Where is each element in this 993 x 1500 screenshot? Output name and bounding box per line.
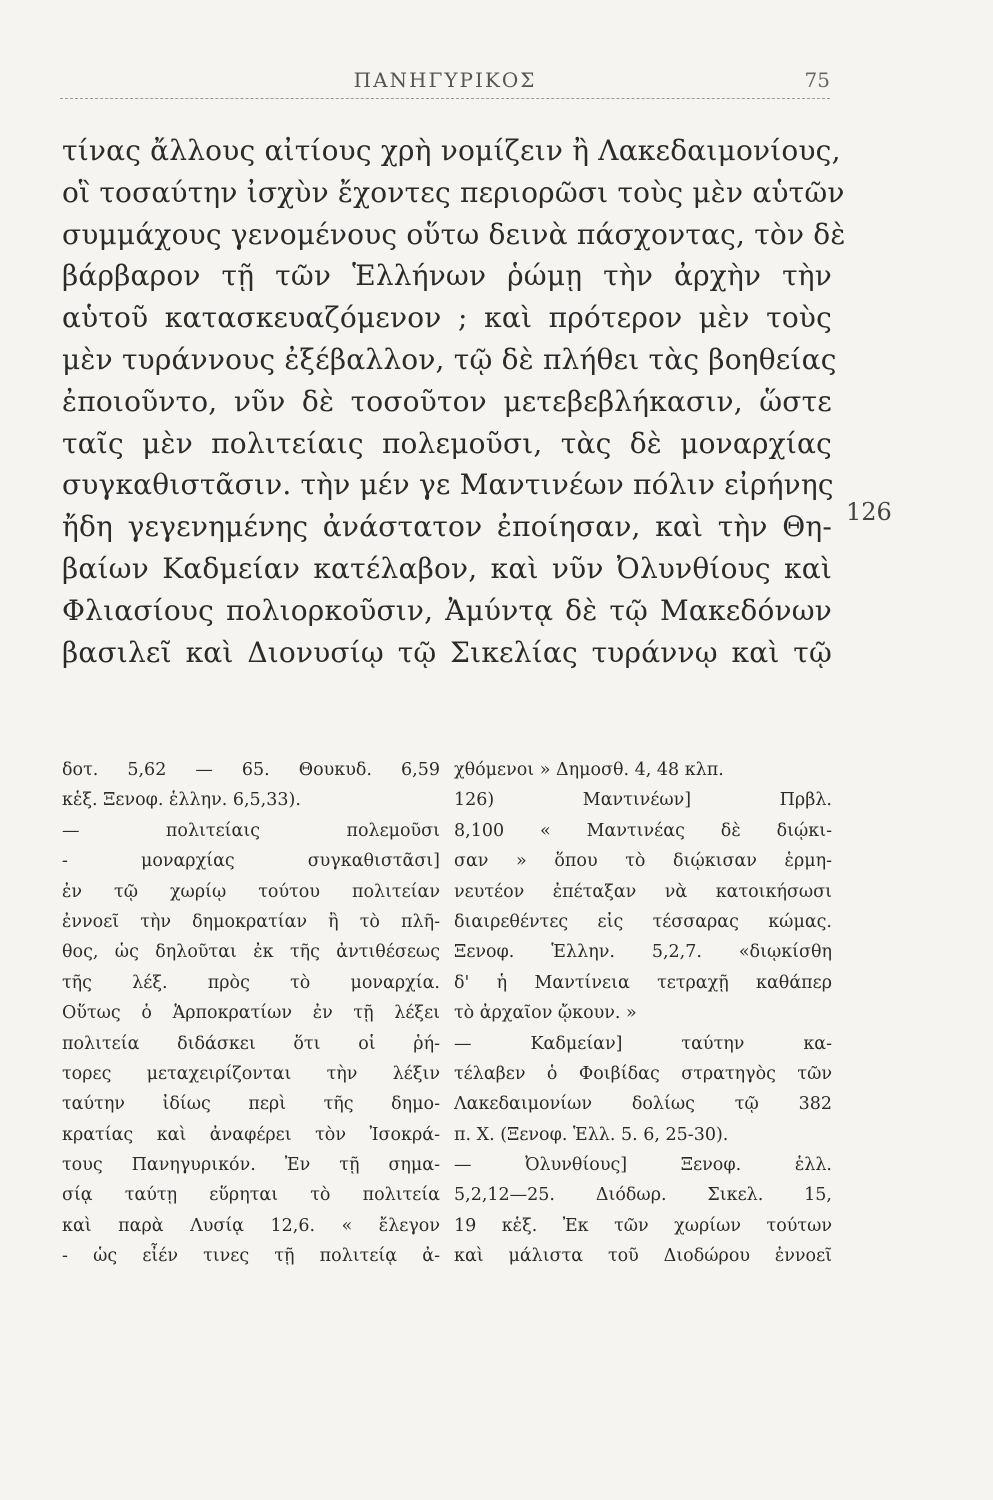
note-line: κἑξ. Ξενοφ. ἑλλην. 6,5,33). bbox=[62, 790, 301, 811]
note-line: Οὕτως ὁ Ἁρποκρατίων ἐν τῇ λέξει bbox=[62, 1003, 440, 1024]
text-line: αὑτοῦ κατασκευαζόμενον ; καὶ πρότερον μὲν τοὺς bbox=[62, 301, 832, 335]
note-line: ταύτην ἰδίως περὶ τῆς δημο- bbox=[62, 1094, 440, 1115]
note-line: νευτέον ἐπέταξαν νὰ κατοικήσωσι bbox=[454, 881, 832, 902]
note-line: Ξενοφ. Ἑλλην. 5,2,7. «διῳκίσθη bbox=[454, 942, 832, 963]
note-line: 126) Μαντινέων] Πρβλ. bbox=[454, 790, 832, 811]
text-line: ταῖς μὲν πολιτείαις πολεμοῦσι, τὰς δὲ μοναρχίας bbox=[62, 426, 832, 460]
note-line: - ὡς εἶέν τινες τῇ πολιτείᾳ ἀ- bbox=[62, 1246, 440, 1267]
text-line: βαίων Καδμείαν κατέλαβον, καὶ νῦν Ὀλυνθίους καὶ bbox=[62, 551, 832, 585]
text-line: βάρβαρον τῇ τῶν Ἑλλήνων ῥώμῃ τὴν ἀρχὴν τὴν bbox=[62, 259, 832, 293]
note-line: θος, ὡς δηλοῦται ἐκ τῆς ἀντιθέσεως bbox=[62, 942, 440, 963]
note-line: 8,100 « Μαντινέας δὲ διῴκι- bbox=[454, 820, 832, 841]
note-line: π. Χ. (Ξενοφ. Ἑλλ. 5. 6, 25-30). bbox=[454, 1124, 729, 1145]
text-line: ἤδη γεγενημένης ἀνάστατον ἐποίησαν, καὶ τὴν Θη- bbox=[62, 510, 832, 544]
page-number: 75 bbox=[804, 68, 830, 92]
note-line: — πολιτείαις πολεμοῦσι bbox=[62, 820, 440, 841]
main-text-block bbox=[62, 130, 846, 673]
text-line: συμμάχους γενομένους οὕτω δεινὰ πάσχοντας, τὸν δὲ bbox=[62, 217, 846, 251]
note-line: τους Πανηγυρικόν. Ἐν τῇ σημα- bbox=[62, 1155, 440, 1176]
note-line: πολιτεία διδάσκει ὅτι οἱ ῥή- bbox=[62, 1033, 440, 1054]
note-line: - μοναρχίας συγκαθιστᾶσι] bbox=[62, 851, 440, 872]
text-line: συγκαθιστᾶσιν. τὴν μέν γε Μαντινέων πόλιν εἰρήνης bbox=[62, 468, 834, 502]
footnotes-left-column bbox=[62, 755, 440, 1272]
note-line: τέλαβεν ὁ Φοιβίδας στρατηγὸς τῶν bbox=[454, 1063, 832, 1084]
note-line: σίᾳ ταύτῃ εὕρηται τὸ πολιτεία bbox=[62, 1185, 440, 1206]
text-line: ἐποιοῦντο, νῦν δὲ τοσοῦτον μετεβεβλήκασιν, ὥστε bbox=[62, 384, 832, 418]
note-line: δ' ἡ Μαντίνεια τετραχῇ καθάπερ bbox=[454, 972, 832, 993]
running-head bbox=[60, 62, 830, 102]
note-line: 19 κἑξ. Ἐκ τῶν χωρίων τούτων bbox=[454, 1215, 832, 1236]
note-line: σαν » ὅπου τὸ διῴκισαν ἑρμη- bbox=[454, 851, 832, 872]
footnotes-right-column bbox=[454, 755, 832, 1272]
margin-section-number: 126 bbox=[846, 498, 892, 526]
text-line: οἳ τοσαύτην ἰσχὺν ἔχοντες περιορῶσι τοὺς μὲν αὑτῶν bbox=[62, 175, 845, 209]
text-line: Φλιασίους πολιορκοῦσιν, Ἀμύντᾳ δὲ τῷ Μακεδόνων bbox=[62, 593, 832, 627]
text-line: βασιλεῖ καὶ Διονυσίῳ τῷ Σικελίας τυράννῳ καὶ τῷ bbox=[62, 635, 832, 669]
note-line: τὸ ἀρχαῖον ᾤκουν. » bbox=[454, 1003, 637, 1024]
note-line: — Ὀλυνθίους] Ξενοφ. ἑλλ. bbox=[454, 1155, 832, 1176]
note-line: ἐν τῷ χωρίῳ τούτου πολιτείαν bbox=[62, 881, 440, 902]
note-line: — Καδμείαν] ταύτην κα- bbox=[454, 1033, 832, 1054]
text-line: τίνας ἄλλους αἰτίους χρὴ νομίζειν ἢ Λακεδαιμονίους, bbox=[62, 134, 841, 167]
note-line: καὶ παρὰ Λυσίᾳ 12,6. « ἔλεγον bbox=[62, 1215, 440, 1236]
note-line: καὶ μάλιστα τοῦ Διοδώρου ἐννοεῖ bbox=[454, 1246, 832, 1267]
note-line: 5,2,12—25. Διόδωρ. Σικελ. 15, bbox=[454, 1185, 832, 1206]
note-line: τῆς λέξ. πρὸς τὸ μοναρχία. bbox=[62, 972, 440, 993]
note-line: διαιρεθέντες εἰς τέσσαρας κώμας. bbox=[454, 911, 832, 932]
note-line: Λακεδαιμονίων δολίως τῷ 382 bbox=[454, 1094, 832, 1115]
note-line: τορες μεταχειρίζονται τὴν λέξιν bbox=[62, 1063, 440, 1084]
note-line: ἐννοεῖ τὴν δημοκρατίαν ἢ τὸ πλῆ- bbox=[62, 911, 440, 932]
note-line: δοτ. 5,62 — 65. Θουκυδ. 6,59 bbox=[62, 760, 440, 780]
note-line: κρατίας καὶ ἀναφέρει τὸν Ἰσοκρά- bbox=[62, 1124, 440, 1145]
note-line: χθόμενοι » Δημοσθ. 4, 48 κλπ. bbox=[454, 760, 724, 780]
header-rule bbox=[60, 98, 830, 99]
running-title: ΠΑΝΗΓΥΡΙΚΟΣ bbox=[353, 68, 537, 92]
text-line: μὲν τυράννους ἐξέβαλλον, τῷ δὲ πλήθει τὰς βοηθείας bbox=[62, 342, 837, 376]
